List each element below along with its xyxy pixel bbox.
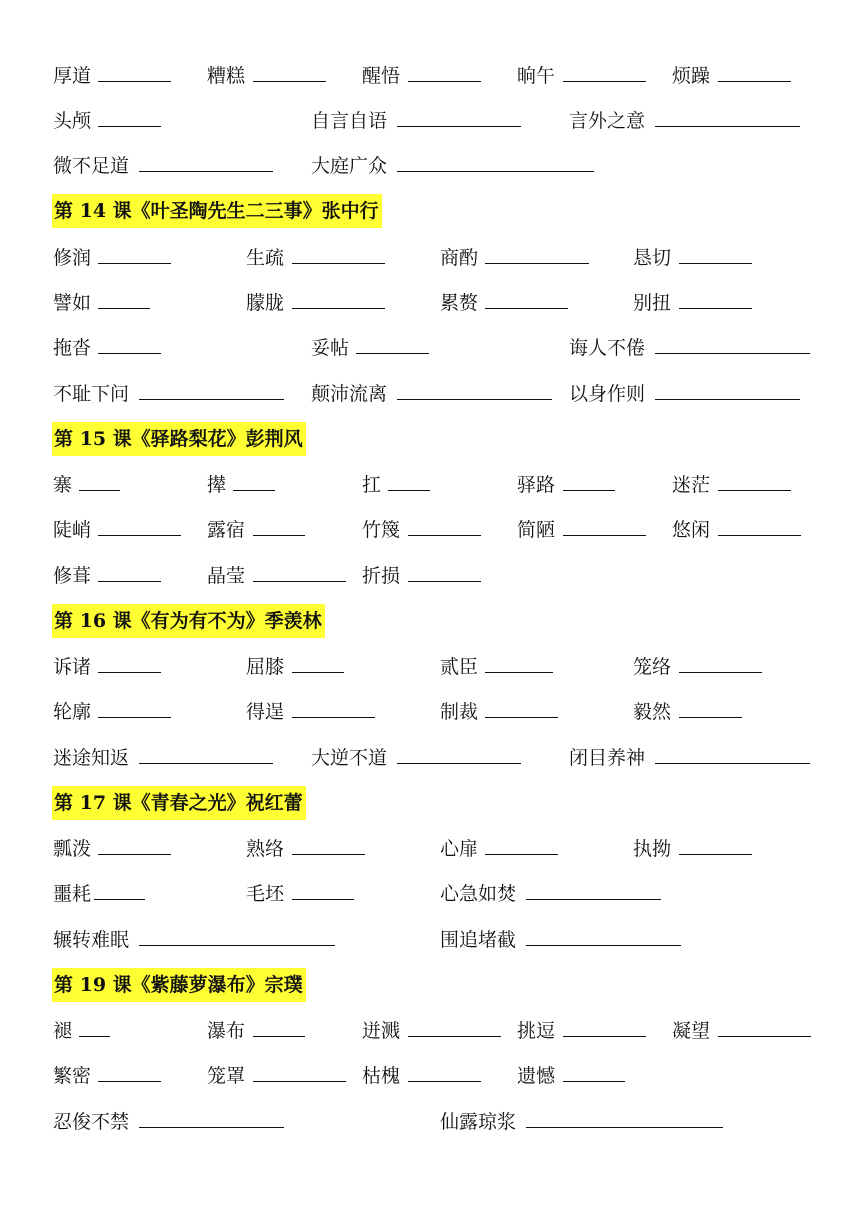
word-row — [0, 925, 864, 955]
answer-blank[interactable] — [679, 308, 752, 309]
word-label: 别扭 — [633, 292, 672, 314]
word-label: 遗憾 — [517, 1065, 556, 1087]
word-row — [0, 652, 864, 682]
word-label: 围追堵截 — [440, 929, 517, 951]
word-label: 言外之意 — [569, 110, 646, 132]
word-label: 糟糕 — [207, 65, 246, 87]
word-label: 得逞 — [246, 701, 285, 723]
word-label: 笼络 — [633, 656, 672, 678]
answer-blank[interactable] — [655, 126, 800, 127]
word-label: 大庭广众 — [311, 155, 388, 177]
word-label: 生疏 — [246, 247, 285, 269]
word-label: 醒悟 — [362, 65, 401, 87]
word-label: 屈膝 — [246, 656, 285, 678]
answer-blank[interactable] — [563, 1036, 646, 1037]
word-label: 迷途知返 — [53, 747, 130, 769]
answer-blank[interactable] — [679, 854, 752, 855]
word-label: 熟络 — [246, 838, 285, 860]
answer-blank[interactable] — [485, 308, 568, 309]
word-row — [0, 697, 864, 727]
word-label: 以身作则 — [569, 383, 646, 405]
word-label: 噩耗 — [53, 883, 92, 905]
answer-blank[interactable] — [397, 171, 594, 172]
word-row — [0, 834, 864, 864]
answer-blank[interactable] — [526, 899, 661, 900]
answer-blank[interactable] — [292, 672, 344, 673]
word-label: 瀑布 — [207, 1020, 246, 1042]
word-label: 修葺 — [53, 565, 92, 587]
answer-blank[interactable] — [563, 535, 646, 536]
word-label: 晶莹 — [207, 565, 246, 587]
answer-blank[interactable] — [292, 854, 365, 855]
answer-blank[interactable] — [98, 581, 161, 582]
answer-blank[interactable] — [485, 854, 558, 855]
answer-blank[interactable] — [233, 490, 275, 491]
answer-blank[interactable] — [485, 672, 553, 673]
word-label: 枯槐 — [362, 1065, 401, 1087]
word-label: 驿路 — [517, 474, 556, 496]
word-label: 妥帖 — [311, 337, 350, 359]
word-row — [0, 470, 864, 500]
word-label: 制裁 — [440, 701, 479, 723]
word-label: 累赘 — [440, 292, 479, 314]
answer-blank[interactable] — [679, 672, 762, 673]
lesson-heading: 第 15 课《驿路梨花》彭荆风 — [52, 422, 306, 456]
word-label: 大逆不道 — [311, 747, 388, 769]
answer-blank[interactable] — [98, 308, 150, 309]
answer-blank[interactable] — [292, 717, 375, 718]
word-label: 修润 — [53, 247, 92, 269]
lesson-heading: 第 14 课《叶圣陶先生二三事》张中行 — [52, 194, 382, 228]
word-label: 拖沓 — [53, 337, 92, 359]
word-label: 寨 — [53, 474, 73, 496]
word-label: 贰臣 — [440, 656, 479, 678]
answer-blank[interactable] — [139, 399, 284, 400]
word-label: 轮廓 — [53, 701, 92, 723]
word-label: 朦胧 — [246, 292, 285, 314]
word-label: 辗转难眠 — [53, 929, 130, 951]
word-label: 毅然 — [633, 701, 672, 723]
word-label: 扛 — [362, 474, 382, 496]
word-row — [0, 151, 864, 181]
word-label: 晌午 — [517, 65, 556, 87]
answer-blank[interactable] — [679, 263, 752, 264]
word-label: 简陋 — [517, 519, 556, 541]
word-label: 头颅 — [53, 110, 92, 132]
lesson-heading: 第 17 课《青春之光》祝红蕾 — [52, 786, 306, 820]
word-label: 闭目养神 — [569, 747, 646, 769]
word-label: 露宿 — [207, 519, 246, 541]
answer-blank[interactable] — [94, 899, 145, 900]
word-label: 恳切 — [633, 247, 672, 269]
answer-blank[interactable] — [526, 945, 681, 946]
word-row — [0, 379, 864, 409]
answer-blank[interactable] — [397, 126, 521, 127]
word-label: 颠沛流离 — [311, 383, 388, 405]
word-label: 繁密 — [53, 1065, 92, 1087]
lesson-heading: 第 16 课《有为有不为》季羡林 — [52, 604, 325, 638]
word-label: 笼罩 — [207, 1065, 246, 1087]
word-label: 自言自语 — [311, 110, 388, 132]
word-label: 凝望 — [672, 1020, 711, 1042]
answer-blank[interactable] — [408, 535, 481, 536]
word-label: 心扉 — [440, 838, 479, 860]
word-label: 迷茫 — [672, 474, 711, 496]
answer-blank[interactable] — [98, 126, 161, 127]
answer-blank[interactable] — [718, 535, 801, 536]
word-label: 竹篾 — [362, 519, 401, 541]
answer-blank[interactable] — [388, 490, 430, 491]
word-row — [0, 561, 864, 591]
answer-blank[interactable] — [98, 854, 171, 855]
answer-blank[interactable] — [139, 1127, 284, 1128]
word-label: 心急如焚 — [440, 883, 517, 905]
answer-blank[interactable] — [98, 81, 171, 82]
answer-blank[interactable] — [356, 353, 429, 354]
answer-blank[interactable] — [655, 353, 810, 354]
answer-blank[interactable] — [253, 1081, 346, 1082]
answer-blank[interactable] — [139, 763, 273, 764]
answer-blank[interactable] — [98, 1081, 161, 1082]
answer-blank[interactable] — [98, 672, 161, 673]
word-label: 诲人不倦 — [569, 337, 646, 359]
word-label: 执拗 — [633, 838, 672, 860]
word-row — [0, 1107, 864, 1137]
answer-blank[interactable] — [485, 263, 589, 264]
word-label: 商酌 — [440, 247, 479, 269]
word-row — [0, 61, 864, 91]
answer-blank[interactable] — [679, 717, 742, 718]
word-label: 毛坯 — [246, 883, 285, 905]
word-label: 譬如 — [53, 292, 92, 314]
word-label: 仙露琼浆 — [440, 1111, 517, 1133]
word-label: 陡峭 — [53, 519, 92, 541]
answer-blank[interactable] — [98, 263, 171, 264]
answer-blank[interactable] — [563, 490, 615, 491]
answer-blank[interactable] — [397, 399, 552, 400]
answer-blank[interactable] — [292, 308, 385, 309]
answer-blank[interactable] — [79, 1036, 110, 1037]
answer-blank[interactable] — [563, 81, 646, 82]
answer-blank[interactable] — [655, 399, 800, 400]
word-label: 微不足道 — [53, 155, 130, 177]
word-label: 诉诸 — [53, 656, 92, 678]
word-label: 忍俊不禁 — [53, 1111, 130, 1133]
word-row — [0, 743, 864, 773]
word-label: 烦躁 — [672, 65, 711, 87]
answer-blank[interactable] — [408, 1036, 501, 1037]
answer-blank[interactable] — [526, 1127, 723, 1128]
answer-blank[interactable] — [718, 490, 791, 491]
word-label: 悠闲 — [672, 519, 711, 541]
word-row — [0, 288, 864, 318]
word-label: 折损 — [362, 565, 401, 587]
word-label: 瓢泼 — [53, 838, 92, 860]
answer-blank[interactable] — [139, 171, 273, 172]
lesson-heading: 第 19 课《紫藤萝瀑布》宗璞 — [52, 968, 306, 1002]
word-label: 挑逗 — [517, 1020, 556, 1042]
word-label: 不耻下问 — [53, 383, 130, 405]
answer-blank[interactable] — [485, 717, 558, 718]
answer-blank[interactable] — [408, 581, 481, 582]
answer-blank[interactable] — [408, 1081, 481, 1082]
answer-blank[interactable] — [655, 763, 810, 764]
answer-blank[interactable] — [253, 1036, 305, 1037]
answer-blank[interactable] — [98, 717, 171, 718]
answer-blank[interactable] — [408, 81, 481, 82]
answer-blank[interactable] — [253, 81, 326, 82]
word-row — [0, 106, 864, 136]
answer-blank[interactable] — [563, 1081, 625, 1082]
answer-blank[interactable] — [79, 490, 120, 491]
word-label: 厚道 — [53, 65, 92, 87]
answer-blank[interactable] — [253, 581, 346, 582]
word-label: 迸溅 — [362, 1020, 401, 1042]
answer-blank[interactable] — [718, 1036, 811, 1037]
answer-blank[interactable] — [292, 263, 385, 264]
answer-blank[interactable] — [292, 899, 354, 900]
answer-blank[interactable] — [253, 535, 305, 536]
answer-blank[interactable] — [98, 353, 161, 354]
word-row — [0, 879, 864, 909]
word-row — [0, 333, 864, 363]
answer-blank[interactable] — [718, 81, 791, 82]
word-row — [0, 243, 864, 273]
word-row — [0, 515, 864, 545]
word-row — [0, 1016, 864, 1046]
answer-blank[interactable] — [139, 945, 335, 946]
word-label: 撵 — [207, 474, 227, 496]
answer-blank[interactable] — [397, 763, 521, 764]
word-label: 褪 — [53, 1020, 73, 1042]
word-row — [0, 1061, 864, 1091]
answer-blank[interactable] — [98, 535, 181, 536]
